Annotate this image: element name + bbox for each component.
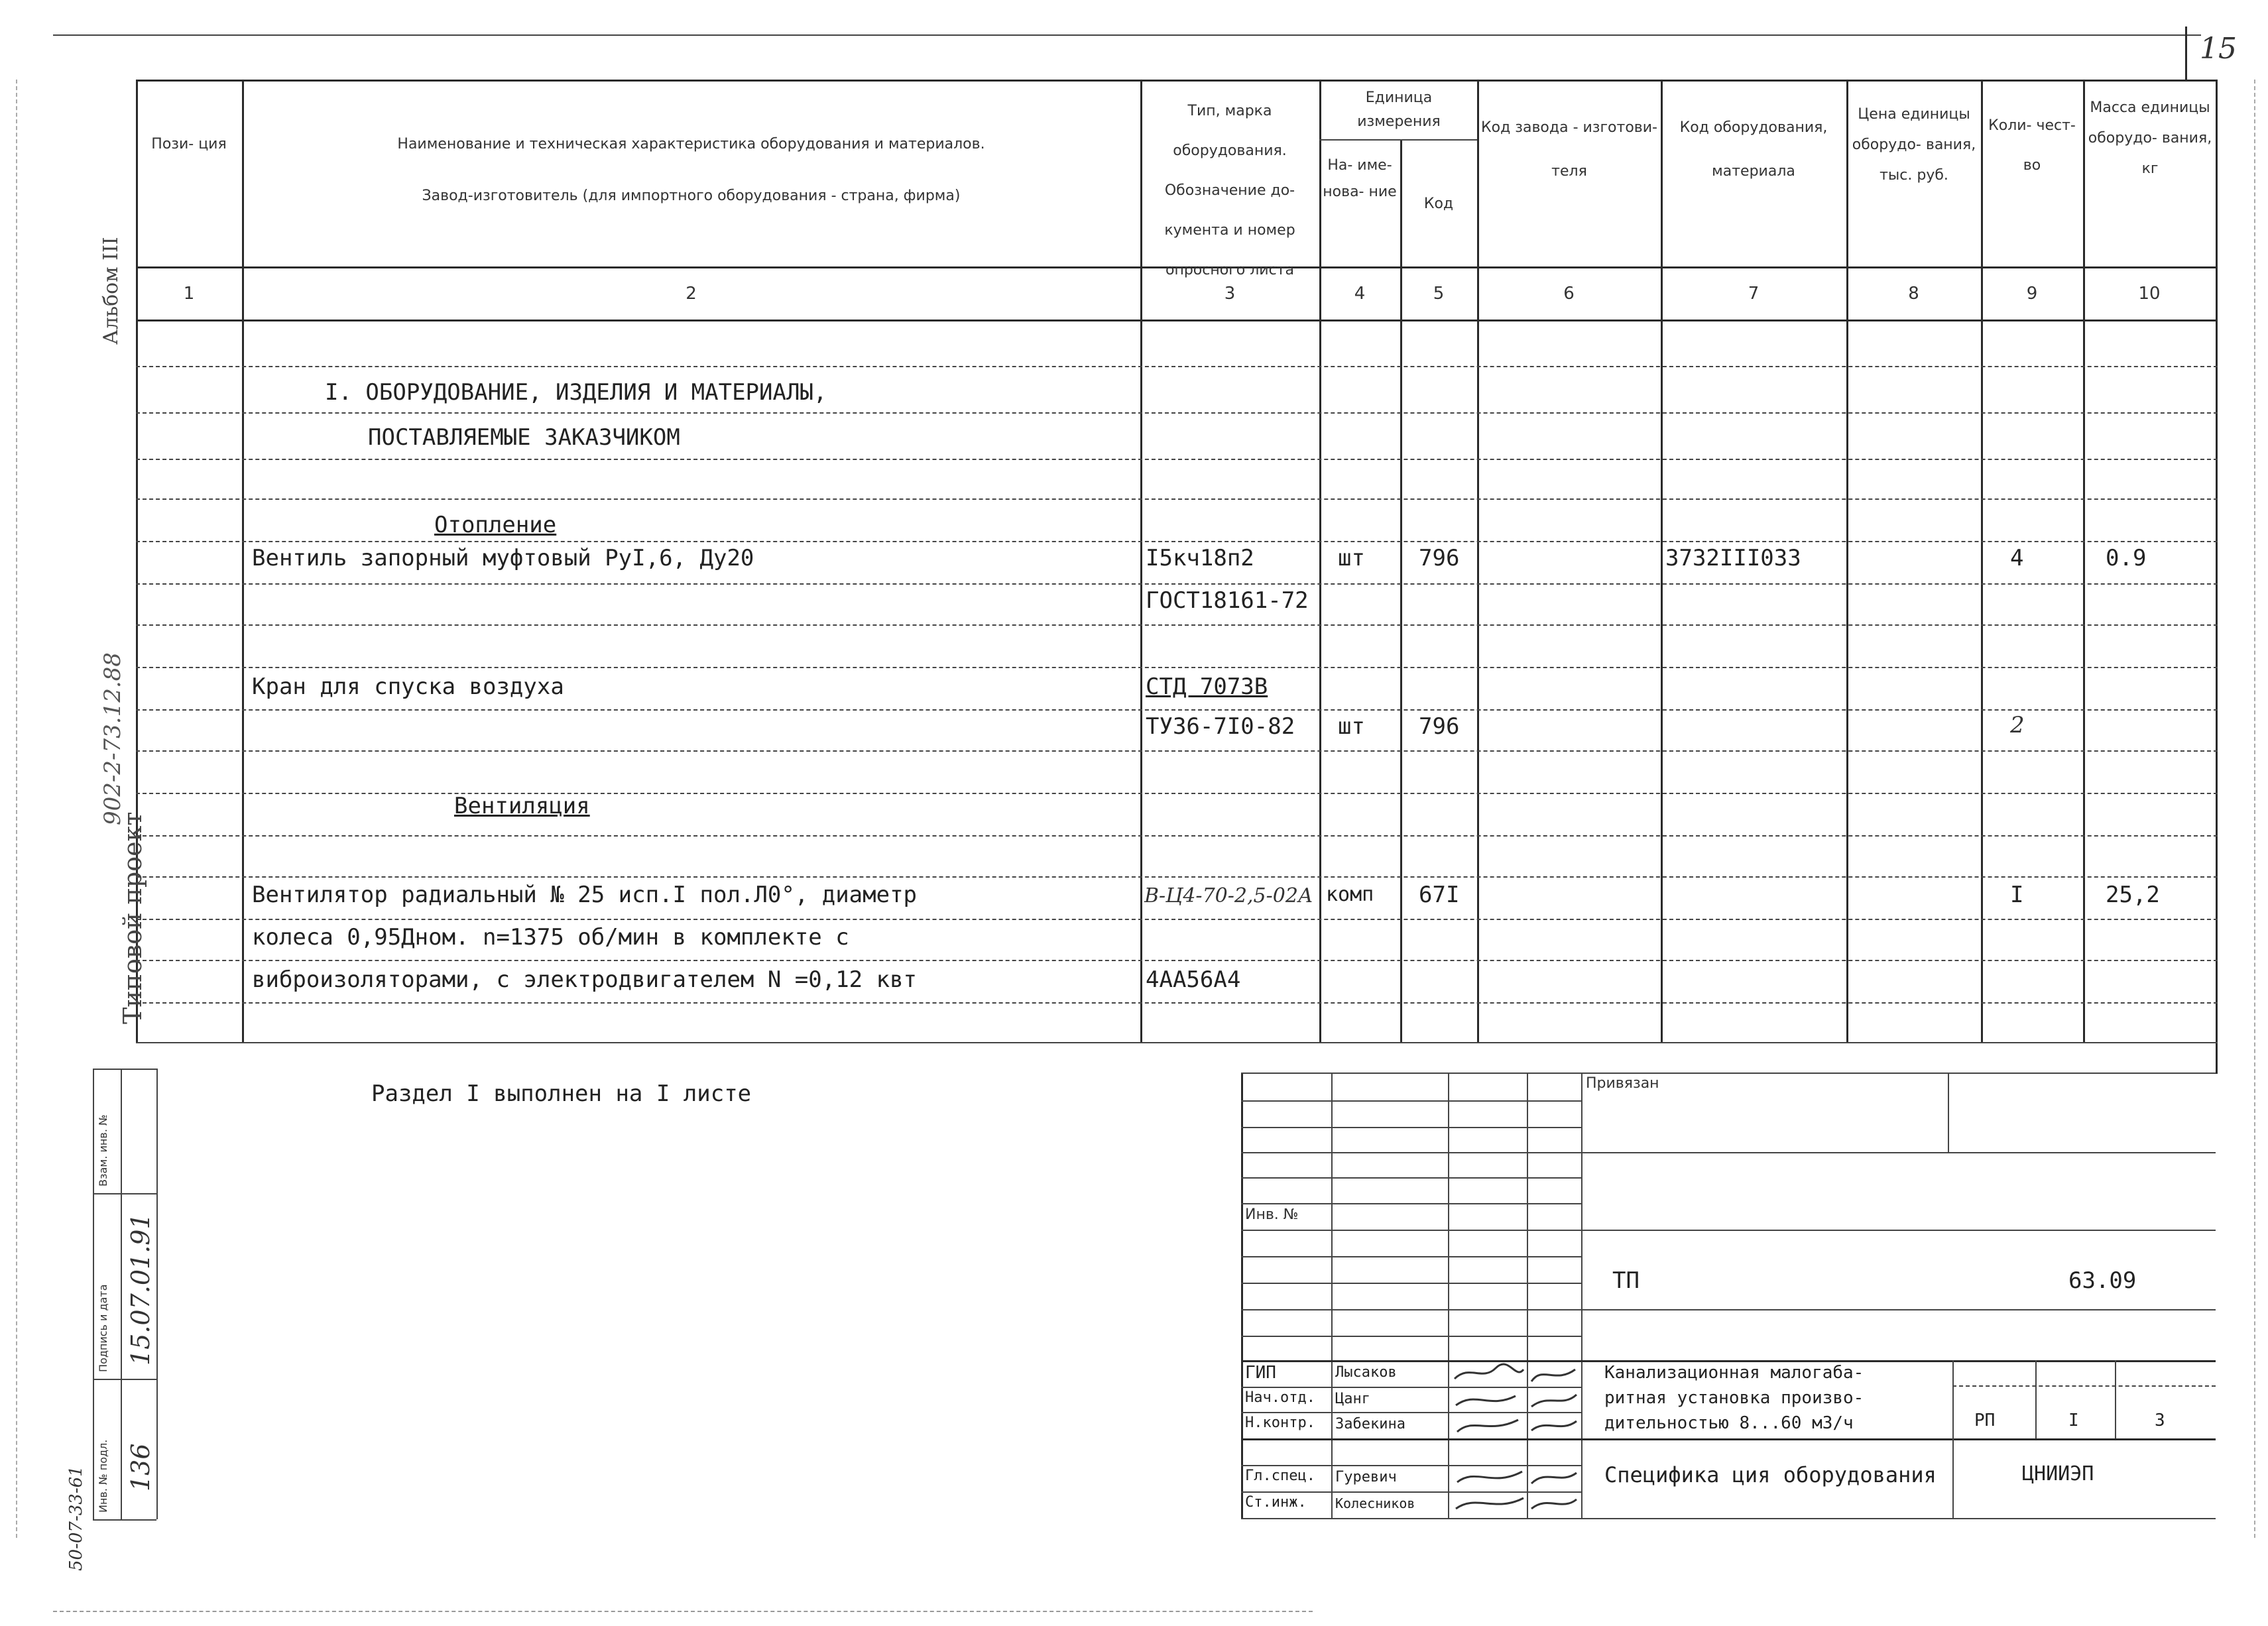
tap-name: Кран для спуска воздуха: [252, 673, 564, 700]
tb-sheet-divider: [2035, 1360, 2037, 1438]
tb-row: [1241, 1256, 1581, 1257]
margin-stamp-right: [156, 1069, 158, 1519]
fan-unit: комп: [1326, 883, 1374, 906]
valve-type: I5кч18п2: [1146, 545, 1254, 571]
margin-project-number: 902-2-73.12.88: [99, 652, 126, 825]
row-divider: [136, 498, 2218, 500]
tb-org: ЦНИИЭП: [2022, 1462, 2094, 1485]
tb-row-signatures-bottom: [1241, 1438, 2216, 1440]
tb-doc-code: ТП: [1612, 1267, 1640, 1294]
valve-mass: 0.9: [2106, 545, 2147, 571]
tb-row: [1241, 1309, 2216, 1310]
tb-name-engineer: Колесников: [1335, 1495, 1415, 1511]
tb-sheet: I: [2068, 1411, 2079, 1430]
title-block-left: [1241, 1073, 1243, 1519]
col-divider-1: [242, 80, 244, 1042]
col-number-2: 2: [686, 284, 697, 304]
margin-sign-date: Подпись и дата: [97, 1284, 109, 1372]
fan-mass: 25,2: [2106, 882, 2160, 908]
tb-name-head: Цанг: [1335, 1391, 1370, 1407]
header-equipment-code: Код оборудования, материала: [1679, 119, 1828, 180]
margin-album: Альбом III: [99, 237, 123, 345]
tb-sheets-divider: [2115, 1360, 2116, 1438]
tb-bound-divider: [1948, 1073, 1949, 1152]
header-position: Пози- ция: [151, 136, 227, 152]
col-number-9: 9: [2026, 284, 2038, 304]
section-title-line1: I. ОБОРУДОВАНИЕ, ИЗДЕЛИЯ И МАТЕРИАЛЫ,: [325, 379, 827, 406]
col-number-1: 1: [183, 284, 195, 304]
fan-line1: Вентилятор радиальный № 25 исп.I пол.Л0°, диаметр: [252, 882, 918, 908]
fan-unit-code: 67I: [1419, 882, 1460, 908]
row-divider: [136, 667, 2218, 668]
section-title-line2: ПОСТАВЛЯЕМЫЕ ЗАКАЗЧИКОМ: [368, 424, 680, 451]
header-price: Цена единицы оборудо- вания, тыс. руб.: [1852, 106, 1976, 184]
header-factory-code: Код завода - изготови- теля: [1481, 119, 1657, 180]
fan-line2: колеса 0,95Дном. n=1375 об/мин в комплекте с: [252, 924, 849, 951]
tb-row: [1241, 1127, 1581, 1128]
signatures-graphic: [1449, 1362, 1581, 1518]
tb-role-gip: ГИП: [1245, 1363, 1276, 1383]
tb-org-divider: [1952, 1438, 1954, 1518]
row-divider: [136, 919, 2218, 920]
fan-line3: виброизоляторами, с электродвигателем N =0,12 квт: [252, 966, 918, 993]
section-note: Раздел I выполнен на I листе: [371, 1080, 752, 1107]
col-number-4: 4: [1354, 284, 1366, 304]
tb-col-a: [1331, 1073, 1333, 1519]
col-divider-9: [2083, 80, 2085, 1042]
tb-row: [1241, 1203, 1581, 1204]
fan-type: В-Ц4-70-2,5-02А: [1144, 884, 1313, 907]
valve-standard: ГОСТ18161-72: [1146, 587, 1309, 614]
scan-edge-line: [53, 1611, 1313, 1612]
valve-equipment-code: 3732III033: [1665, 545, 1801, 571]
top-rule: [53, 34, 2201, 36]
row-divider: [136, 835, 2218, 837]
title-block-bottom: [1241, 1518, 2216, 1519]
tb-doc-number: 63.09: [2068, 1267, 2137, 1294]
header-quantity: Коли- чест- во: [1988, 117, 2076, 174]
tb-role-engineer: Ст.инж.: [1245, 1494, 1307, 1511]
tb-row: [1241, 1230, 2216, 1231]
col-number-10: 10: [2138, 284, 2161, 304]
row-divider: [136, 366, 2218, 367]
tb-role-control: Н.контр.: [1245, 1415, 1315, 1431]
number-row-bottom-border: [136, 319, 2218, 321]
col-divider-3: [1319, 80, 1321, 1042]
tb-name-gip: Лысаков: [1335, 1364, 1397, 1381]
tb-name-control: Забекина: [1335, 1416, 1405, 1432]
tb-role-chief: Гл.спец.: [1245, 1468, 1315, 1484]
margin-copy-code: 50-07-33-61: [66, 1466, 86, 1571]
valve-name: Вентиль запорный муфтовый РуI,6, Ду20: [252, 545, 754, 571]
col-divider-5: [1477, 80, 1479, 1042]
header-unit-group: Единица измерения: [1357, 89, 1441, 130]
fan-quantity: I: [2010, 882, 2024, 908]
col-number-3: 3: [1224, 284, 1236, 304]
page-number: 15: [2200, 32, 2237, 66]
tb-project-title-line1: Канализационная малогаба-: [1604, 1363, 1864, 1383]
scan-edge-line: [16, 80, 17, 1538]
row-divider: [136, 583, 2218, 585]
margin-stamp-top: [93, 1069, 156, 1070]
col-number-8: 8: [1908, 284, 1919, 304]
tb-inv-label: Инв. №: [1245, 1206, 1299, 1223]
tb-row: [1241, 1100, 1581, 1102]
title-block-top: [1241, 1073, 2216, 1074]
tb-row-signatures-top: [1241, 1360, 2216, 1362]
header-unit-code: Код: [1423, 196, 1454, 212]
tap-quantity: 2: [2010, 712, 2025, 738]
header-name-line1: Наименование и техническая характеристика оборудования и материалов.: [397, 136, 985, 152]
col-divider-6: [1661, 80, 1663, 1042]
tap-spec: ТУ36-7I0-82: [1146, 713, 1295, 740]
row-divider: [136, 750, 2218, 752]
margin-inv-original: Инв. № подл.: [97, 1439, 109, 1513]
row-divider: [136, 960, 2218, 961]
tb-row: [1241, 1177, 1581, 1179]
row-divider: [136, 541, 2218, 542]
tap-unit: шт: [1338, 713, 1365, 740]
row-divider: [136, 709, 2218, 711]
col-divider-7: [1846, 80, 1848, 1042]
tb-stage: РП: [1974, 1411, 1996, 1430]
table-bottom-border: [136, 1042, 2218, 1043]
col-divider-8: [1981, 80, 1983, 1042]
col-number-5: 5: [1433, 284, 1445, 304]
tb-row: [1241, 1283, 1581, 1284]
header-type: Тип, марка оборудования. Обозначение до- кумента и номер опросного листа: [1164, 103, 1295, 278]
motor-type: 4АА56А4: [1146, 966, 1241, 993]
col-divider-2: [1140, 80, 1142, 1042]
row-divider: [136, 412, 2218, 414]
tb-row: [1241, 1336, 1581, 1337]
row-divider: [136, 1002, 2218, 1004]
table-top-border: [136, 80, 2218, 82]
tb-stage-divider: [1952, 1360, 1954, 1438]
margin-project: Типовой проект: [118, 811, 147, 1024]
table-right-border: [2216, 80, 2218, 1074]
row-divider: [136, 624, 2218, 626]
margin-stamp-row: [93, 1193, 156, 1194]
tb-stage-header-row: [1952, 1385, 2216, 1387]
tb-project-title-line2: ритная установка произво-: [1604, 1388, 1864, 1408]
page-number-box-left: [2185, 27, 2187, 80]
margin-stamp-row: [93, 1379, 156, 1380]
valve-quantity: 4: [2010, 545, 2024, 571]
margin-stamp-bottom: [93, 1519, 156, 1521]
col-divider-4: [1400, 139, 1402, 1042]
col-number-6: 6: [1563, 284, 1575, 304]
margin-stamp-mid: [121, 1069, 122, 1519]
row-divider: [136, 459, 2218, 460]
tb-row: [1241, 1152, 2216, 1153]
header-name-line2: Завод-изготовитель (для импортного оборудования - страна, фирма): [422, 188, 961, 204]
margin-inv-replace: Взам. инв. №: [97, 1114, 109, 1187]
unit-group-divider: [1319, 139, 1477, 141]
tap-unit-code: 796: [1419, 713, 1460, 740]
margin-inv-value: 136: [126, 1443, 155, 1491]
scan-edge-line: [2254, 80, 2255, 1538]
tb-bound-label: Привязан: [1586, 1075, 1659, 1092]
tap-type: СТД 7073В: [1146, 673, 1268, 700]
header-unit-name: На- име- нова- ние: [1323, 157, 1397, 200]
tb-name-chief: Гуревич: [1335, 1469, 1397, 1485]
tb-role-head: Нач.отд.: [1245, 1389, 1315, 1406]
header-mass: Масса единицы оборудо- вания, кг: [2088, 99, 2212, 177]
row-divider: [136, 876, 2218, 878]
heating-title: Отопление: [434, 512, 557, 538]
margin-sign-value: 15.07.01.91: [126, 1213, 155, 1365]
tb-project-title-line3: дительностью 8...60 м3/ч: [1604, 1413, 1854, 1433]
ventilation-title: Вентиляция: [454, 793, 590, 819]
margin-stamp-left: [93, 1069, 94, 1519]
col-number-7: 7: [1748, 284, 1760, 304]
tb-doc-title: Специфика ция оборудования: [1604, 1462, 1937, 1487]
tb-sheets: 3: [2155, 1411, 2165, 1430]
row-divider: [136, 793, 2218, 794]
valve-unit: шт: [1338, 545, 1365, 571]
valve-unit-code: 796: [1419, 545, 1460, 571]
tb-col-d: [1581, 1073, 1582, 1519]
